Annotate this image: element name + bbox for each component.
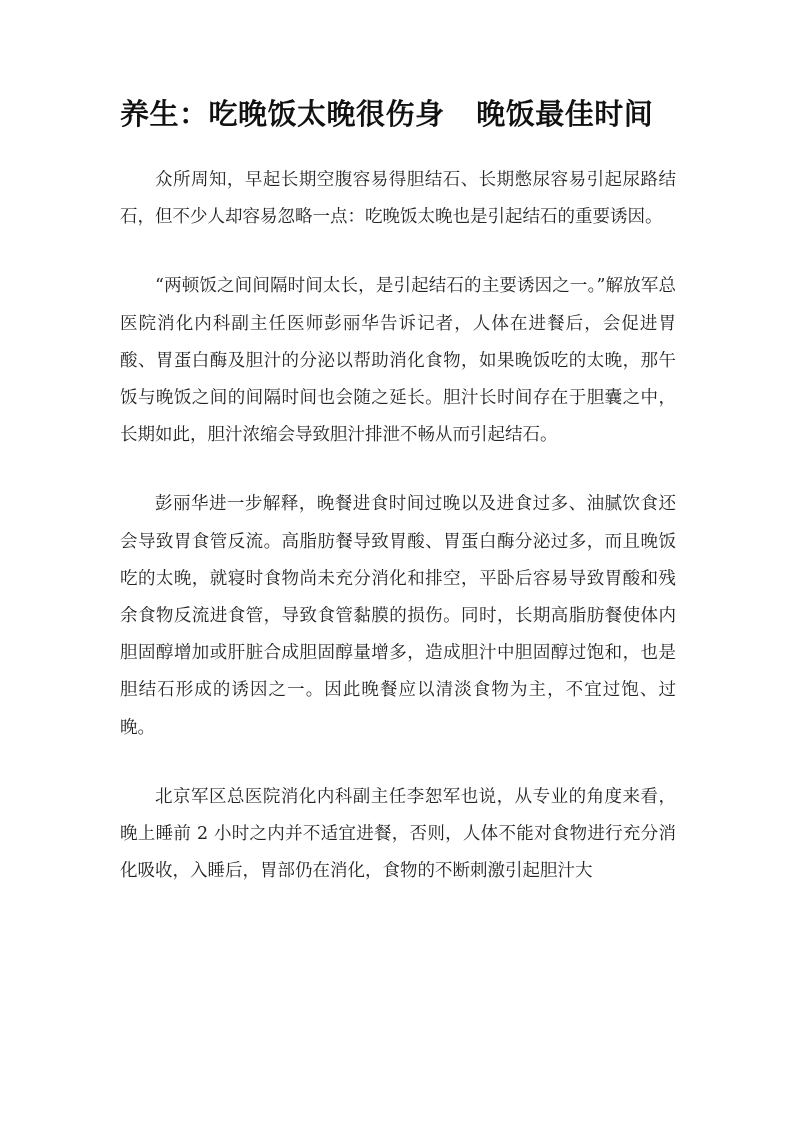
paragraph-2: “两顿饭之间间隔时间太长，是引起结石的主要诱因之一。”解放军总医院消化内科副主任医师彭丽华告诉记者，人体在进餐后，会促进胃酸、胃蛋白酶及胆汁的分泌以帮助消化食物，如果晚饭吃的太晚，那午饭与晚饭之间的间隔时间也会随之延长。胆汁长时间存在于胆囊之中，长期如此，胆汁浓缩会导致胆汁排泄不畅从而引起结石。 (120, 276, 676, 446)
document-body (120, 92, 676, 922)
article-title: 养生：吃晚饭太晚很伤身 晚饭最佳时间 (120, 97, 654, 131)
paragraph-3: 彭丽华进一步解释，晚餐进食时间过晚以及进食过多、油腻饮食还会导致胃食管反流。高脂肪餐导致胃酸、胃蛋白酶分泌过多，而且晚饭吃的太晚，就寝时食物尚未充分消化和排空，平卧后容易导致胃酸和残余食物反流进食管，导致食管黏膜的损伤。同时，长期高脂肪餐使体内胆固醇增加或肝脏合成胆固醇量增多，造成胆汁中胆固醇过饱和，也是胆结石形成的诱因之一。因此晚餐应以清淡食物为主，不宜过饱、过晚。 (120, 494, 676, 738)
paragraph-1: 众所周知，早起长期空腹容易得胆结石、长期憋尿容易引起尿路结石，但不少人却容易忽略一点：吃晚饭太晚也是引起结石的重要诱因。 (120, 170, 676, 228)
paragraph-4: 北京军区总医院消化内科副主任李恕军也说，从专业的角度来看，晚上睡前 2 小时之内并不适宜进餐，否则，人体不能对食物进行充分消化吸收，入睡后，胃部仍在消化，食物的不断刺激引起胆汁大 (120, 786, 676, 882)
